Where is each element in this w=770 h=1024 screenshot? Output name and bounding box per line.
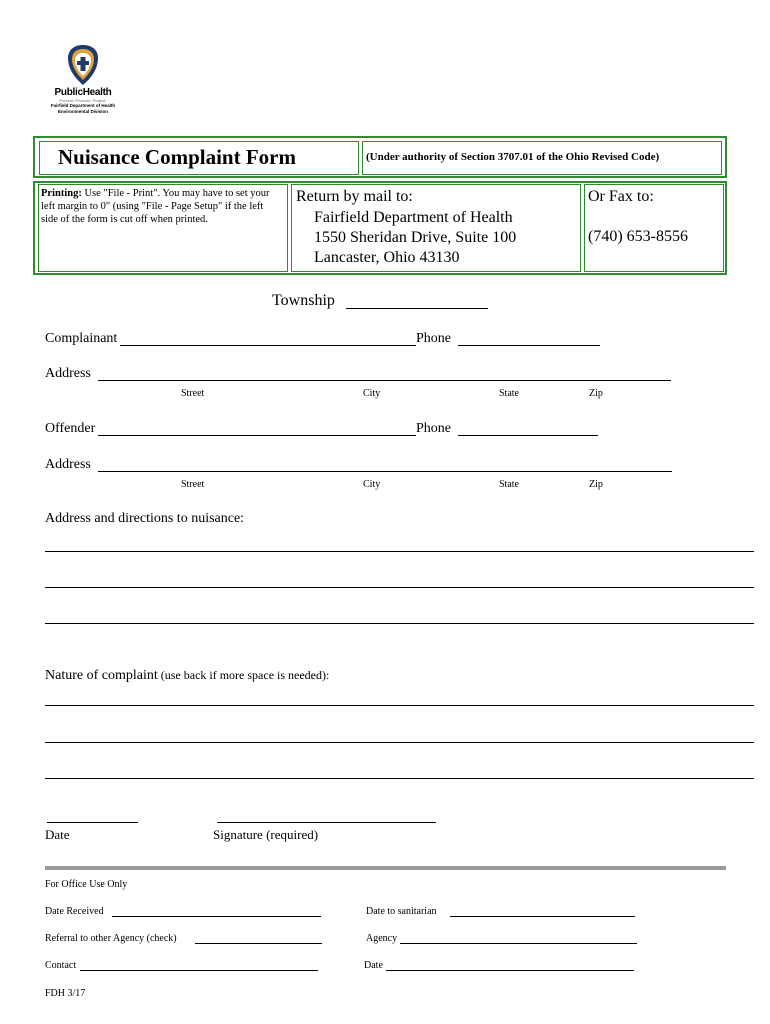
township-label: Township — [272, 292, 335, 309]
township-field[interactable] — [346, 308, 488, 309]
offender-address-field[interactable] — [98, 471, 672, 472]
complainant-zip-caption: Zip — [589, 388, 603, 399]
office-date-label: Date — [364, 960, 383, 971]
offender-street-caption: Street — [181, 479, 205, 490]
directions-label: Address and directions to nuisance: — [45, 511, 245, 526]
date-to-sanitarian-field[interactable] — [450, 916, 635, 917]
health-department-logo — [36, 44, 130, 128]
referral-label: Referral to other Agency (check) — [45, 933, 177, 944]
logo-tagline: Prevent. Promote. Protect. — [59, 98, 107, 103]
nature-label-note: (use back if more space is needed): — [157, 668, 330, 682]
complainant-field[interactable] — [120, 345, 416, 346]
logo-dept-line2: Environmental Division — [57, 109, 108, 114]
form-title: Nuisance Complaint Form — [58, 145, 296, 169]
nature-line-3[interactable] — [45, 778, 754, 779]
directions-line-1[interactable] — [45, 551, 754, 552]
offender-city-caption: City — [363, 479, 381, 490]
complainant-label: Complainant — [45, 331, 118, 346]
complainant-phone-label: Phone — [416, 331, 451, 346]
return-line1: Fairfield Department of Health — [314, 209, 513, 226]
offender-phone-label: Phone — [416, 421, 451, 436]
directions-line-2[interactable] — [45, 587, 754, 588]
date-received-label: Date Received — [45, 906, 104, 917]
complainant-city-caption: City — [363, 388, 381, 399]
nature-line-2[interactable] — [45, 742, 754, 743]
return-heading: Return by mail to: — [296, 188, 413, 205]
offender-address-label: Address — [45, 457, 91, 472]
nature-line-1[interactable] — [45, 705, 754, 706]
offender-label: Offender — [45, 421, 96, 436]
offender-phone-field[interactable] — [458, 435, 598, 436]
offender-state-caption: State — [499, 479, 519, 490]
office-divider — [45, 866, 726, 870]
complainant-state-caption: State — [499, 388, 519, 399]
office-date-field[interactable] — [386, 970, 634, 971]
complainant-phone-field[interactable] — [458, 345, 600, 346]
date-field[interactable] — [47, 822, 138, 823]
printing-instructions — [41, 187, 281, 226]
nature-label — [45, 666, 329, 684]
fax-number: (740) 653-8556 — [588, 228, 688, 245]
complainant-address-field[interactable] — [98, 380, 671, 381]
return-line2: 1550 Sheridan Drive, Suite 100 — [314, 229, 517, 246]
agency-field[interactable] — [400, 943, 637, 944]
offender-zip-caption: Zip — [589, 479, 603, 490]
nature-label-main: Nature of complaint — [45, 668, 158, 683]
printing-label: Printing: — [41, 188, 82, 199]
return-line3: Lancaster, Ohio 43130 — [314, 249, 460, 266]
contact-field[interactable] — [80, 970, 318, 971]
date-label: Date — [45, 827, 70, 842]
authority-note: (Under authority of Section 3707.01 of the Ohio Revised Code) — [366, 151, 660, 163]
printing-text: Use "File - Print". You may have to set your left margin to 0" (using "File - Page Setup" if the left side of the form is cut off when printed. — [41, 188, 270, 225]
date-received-field[interactable] — [112, 916, 321, 917]
office-heading: For Office Use Only — [45, 879, 128, 890]
contact-label: Contact — [45, 960, 77, 971]
form-code: FDH 3/17 — [45, 988, 86, 999]
date-to-sanitarian-label: Date to sanitarian — [366, 906, 437, 917]
complainant-street-caption: Street — [181, 388, 205, 399]
signature-field[interactable] — [217, 822, 436, 823]
offender-field[interactable] — [98, 435, 416, 436]
fax-heading: Or Fax to: — [588, 188, 654, 205]
logo-dept-line1: Fairfield Department of Health — [50, 103, 116, 108]
logo-name: PublicHealth — [54, 87, 112, 98]
directions-line-3[interactable] — [45, 623, 754, 624]
signature-label: Signature (required) — [213, 827, 319, 842]
agency-label: Agency — [366, 933, 398, 944]
shield-icon — [66, 44, 100, 86]
referral-field[interactable] — [195, 943, 322, 944]
complainant-address-label: Address — [45, 366, 91, 381]
